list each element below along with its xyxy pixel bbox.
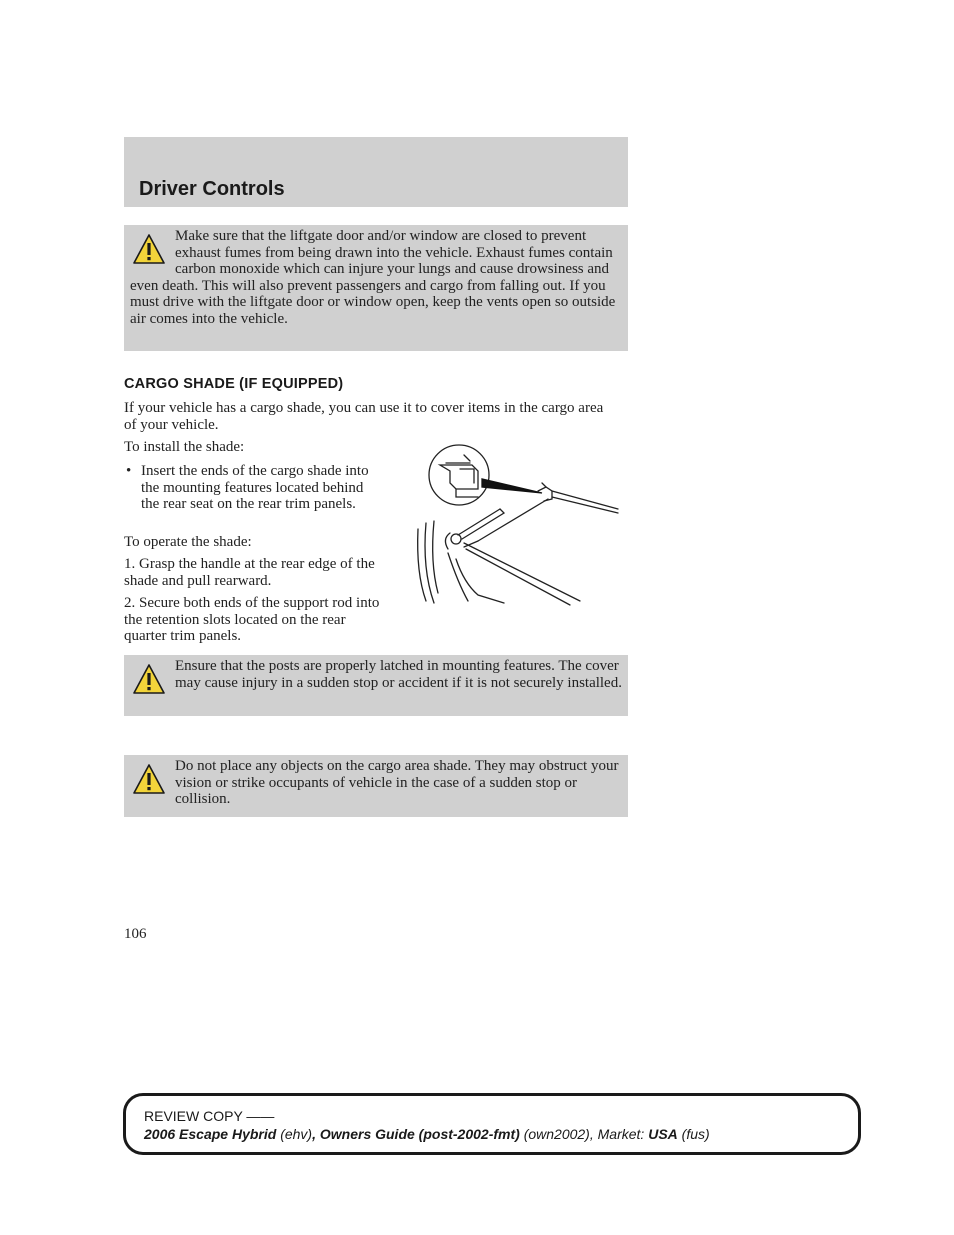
footer-market-code: (fus)	[681, 1126, 710, 1142]
review-copy-footer	[123, 1093, 861, 1155]
footer-market: USA	[648, 1126, 678, 1142]
footer-guide: Owners Guide (post-2002-fmt)	[319, 1126, 520, 1142]
page-number: 106	[124, 926, 147, 942]
warning-box-exhaust	[124, 225, 628, 351]
bullet-text: Insert the ends of the cargo shade into the mounting features located behind the rear seat on the rear trim panels.	[141, 463, 369, 512]
footer-vehicle-code: (ehv)	[280, 1126, 313, 1142]
footer-vehicle: 2006 Escape Hybrid	[144, 1126, 277, 1142]
warning-box-posts	[124, 655, 628, 716]
warning-text: Ensure that the posts are properly latched in mounting features. The cover may cause injury in a sudden stop or accident if it is not securely installed.	[175, 658, 622, 691]
intro-paragraph: If your vehicle has a cargo shade, you can use it to cover items in the cargo area of your vehicle.	[124, 400, 604, 433]
page-title: Driver Controls	[139, 178, 285, 200]
list-item	[124, 463, 384, 513]
section-heading: CARGO SHADE (IF EQUIPPED)	[124, 376, 344, 392]
operate-label: To operate the shade:	[124, 534, 252, 550]
warning-text: Do not place any objects on the cargo area shade. They may obstruct your vision or strike occupants of vehicle in the case of a sudden stop or collision.	[175, 758, 619, 807]
footer-line-1: REVIEW COPY ——	[144, 1108, 275, 1124]
step-1: 1. Grasp the handle at the rear edge of the shade and pull rearward.	[124, 556, 375, 589]
cargo-shade-illustration	[412, 443, 622, 609]
warning-text: Make sure that the liftgate door and/or window are closed to prevent exhaust fumes from being drawn into the vehicle. Exhaust fumes contain carbon monoxide which can injure your lungs and cause drowsiness and even death. This will also prevent passengers and cargo from falling out. If you must drive with the liftgate door or window open, keep the vents open so outside air comes into the vehicle.	[130, 228, 616, 327]
warning-triangle-icon	[132, 762, 166, 796]
bullet-marker: •	[126, 463, 132, 479]
footer-separator: ,	[312, 1126, 320, 1142]
step-2: 2. Secure both ends of the support rod into the retention slots located on the rear quarter trim panels.	[124, 595, 380, 644]
header-bar	[124, 137, 628, 207]
footer-guide-code: (own2002)	[523, 1126, 590, 1142]
footer-market-label: , Market:	[589, 1126, 649, 1142]
warning-box-objects	[124, 755, 628, 817]
warning-triangle-icon	[132, 662, 166, 696]
footer-line-2	[144, 1125, 858, 1143]
warning-triangle-icon	[132, 232, 166, 266]
install-label: To install the shade:	[124, 439, 245, 455]
